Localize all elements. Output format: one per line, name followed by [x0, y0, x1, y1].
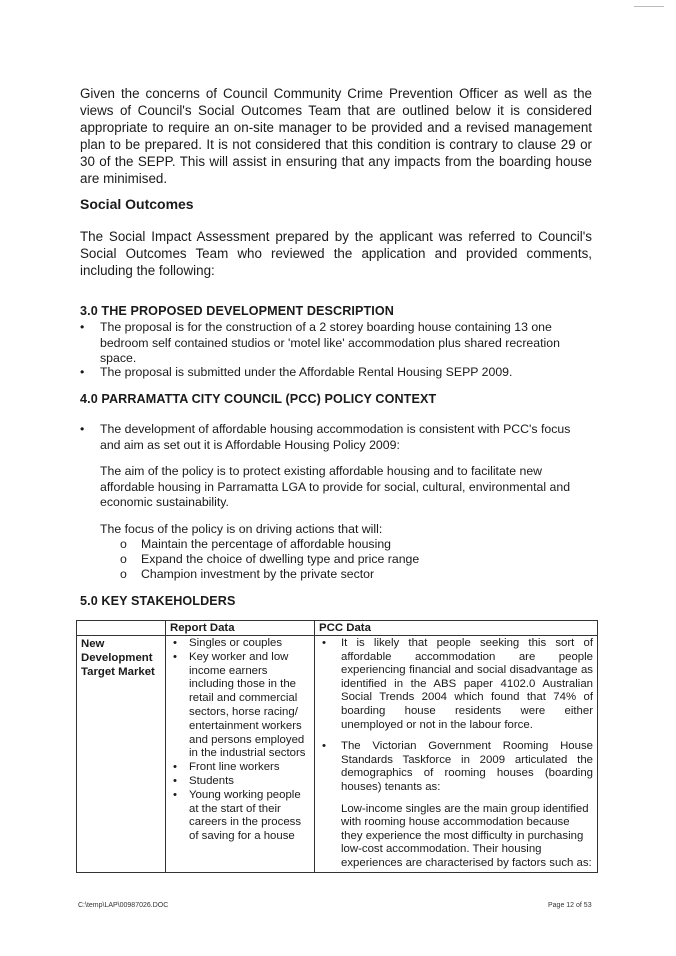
table-row	[77, 636, 598, 873]
report-data-cell	[166, 636, 315, 873]
policy-aim-paragraph: The aim of the policy is to protect existing affordable housing and to facilitate new affordable housing in Parramatta LGA to provide for social, cultural, environmental and economic sustainability.	[100, 464, 571, 509]
pcc-data-cell	[315, 636, 598, 873]
bullet-text: The development of affordable housing accommodation is consistent with PCC's focus and aim as set out it is Affordable Housing Policy 2009:	[100, 422, 571, 452]
table-header-cell: PCC Data	[315, 621, 598, 636]
table-header-cell	[77, 621, 166, 636]
sub-bullet-glyph: o	[120, 552, 127, 566]
list-item	[319, 740, 593, 794]
pcc-quote: Low-income singles are the main group identified with rooming house accommodation because they experience the most difficulty in purchasing low-cost accommodation. Their housing experiences are characterised by factors such as:	[341, 802, 592, 869]
intro-paragraph: Given the concerns of Council Community Crime Prevention Officer as well as the views of Council's Social Outcomes Team that are outlined below it is considered appropriate to require an on-site manager to be provided and a revised management plan to be prepared. It is not considered that this condition is contrary to clause 29 or 30 of the SEPP. This will assist in ensuring that any impacts from the boarding house are minimised.	[80, 86, 592, 186]
footer-file-path: C:\temp\LAP\00987026.DOC	[78, 902, 169, 909]
list-item: • Singles or couples	[170, 637, 310, 651]
focus-item-text: Maintain the percentage of affordable housing	[141, 537, 391, 551]
policy-focus-intro: The focus of the policy is on driving actions that will:	[100, 522, 383, 536]
list-item: • Key worker and low income earners including those in the retail and commercial sectors, horse racing/ entertainment workers and persons employed in the industrial sectors	[170, 651, 310, 761]
section-3-heading: 3.0 THE PROPOSED DEVELOPMENT DESCRIPTION	[80, 304, 394, 318]
focus-item-text: Champion investment by the private sector	[141, 567, 375, 581]
bullet-glyph: •	[80, 320, 85, 334]
table-header-row	[77, 621, 598, 636]
bullet-glyph: •	[322, 637, 326, 649]
pcc-item-text: The Victorian Government Rooming House Standards Taskforce in 2009 articulated the demographics of rooming houses (boarding houses) tenants as:	[341, 740, 593, 793]
bullet-glyph: •	[322, 740, 326, 753]
footer-page-number: Page 12 of 53	[548, 902, 592, 909]
spacer	[319, 795, 593, 803]
list-item: • Students	[170, 775, 310, 789]
bullet-glyph: •	[80, 365, 85, 379]
pcc-item-text: It is likely that people seeking this sort of affordable accommodation are people experiencing financial and social disadvantage as identified in the ABS paper 4102.0 Australian Social Trends 2004 which found that 74% of boarding house residents were either unemployed or not in the labour force.	[341, 637, 593, 731]
table-header-cell: Report Data	[166, 621, 315, 636]
section-5-heading: 5.0 KEY STAKEHOLDERS	[80, 594, 236, 608]
key-stakeholders-table	[76, 620, 598, 873]
bullet-glyph: •	[80, 422, 85, 436]
list-item: • Front line workers	[170, 761, 310, 775]
list-item: • Young working people at the start of their careers in the process of saving for a house	[170, 789, 310, 844]
social-outcomes-heading: Social Outcomes	[80, 196, 194, 212]
bullet-text: The proposal is submitted under the Affordable Rental Housing SEPP 2009.	[100, 365, 513, 379]
list-item	[319, 637, 593, 732]
sub-bullet-glyph: o	[120, 567, 127, 581]
row-label: New Development Target Market	[77, 636, 166, 873]
social-outcomes-paragraph: The Social Impact Assessment prepared by the applicant was referred to Council's Social Outcomes Team who reviewed the application and provided comments, including the following:	[80, 229, 592, 278]
section-4-heading: 4.0 PARRAMATTA CITY COUNCIL (PCC) POLICY CONTEXT	[80, 392, 437, 406]
sub-bullet-glyph: o	[120, 537, 127, 551]
bullet-text: The proposal is for the construction of a 2 storey boarding house containing 13 one bedroom self contained studios or 'motel like' accommodation plus shared recreation space.	[100, 320, 560, 365]
scan-edge-mark	[634, 6, 664, 7]
spacer	[319, 732, 593, 740]
focus-item-text: Expand the choice of dwelling type and price range	[141, 552, 420, 566]
report-data-list	[170, 637, 310, 844]
